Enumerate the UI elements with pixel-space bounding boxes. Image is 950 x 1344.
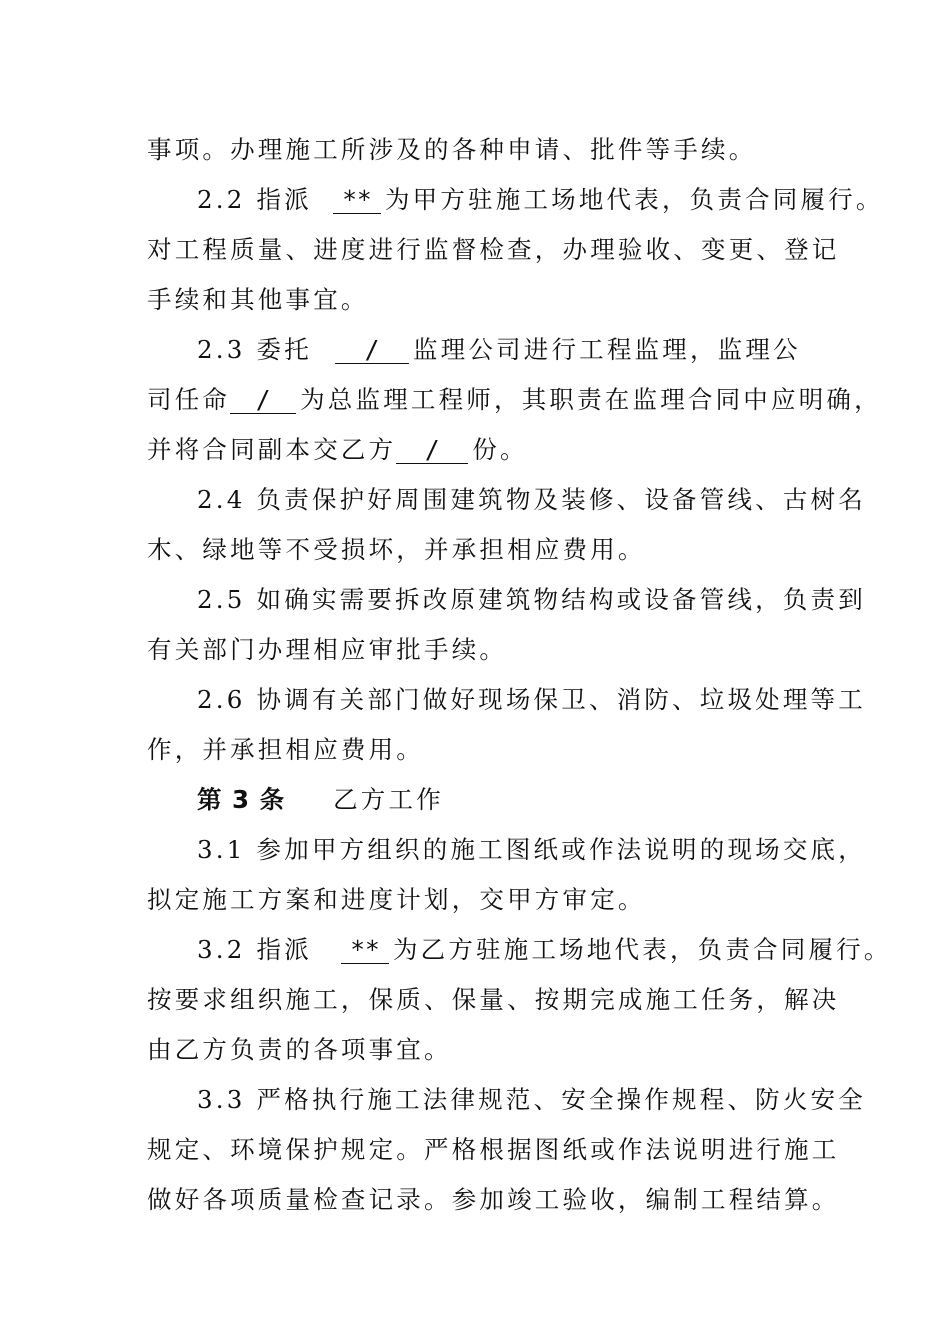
text-line: 由乙方负责的各项事宜。 [147,1035,452,1064]
clause-2-2-line [197,184,884,216]
clause-text: 为甲方驻施工场地代表，负责合同履行。 [384,185,884,214]
clause-label: 3.2 指派 [197,935,312,964]
text-line: 作，并承担相应费用。 [147,735,424,764]
text-line: 有关部门办理相应审批手续。 [147,635,508,664]
text-line: 木、绿地等不受损坏，并承担相应费用。 [147,535,646,564]
clause-text: 监理公司进行工程监理，监理公 [412,335,801,364]
clause-3-2-line [197,934,892,966]
text-line: 2.4 负责保护好周围建筑物及装修、设备管线、古树名 [197,485,866,514]
text-line [147,434,528,466]
text-line: 3.1 参加甲方组织的施工图纸或作法说明的现场交底， [197,835,866,864]
text-line: 2.5 如确实需要拆改原建筑物结构或设备管线，负责到 [197,585,866,614]
text-line: 事项。办理施工所涉及的各种申请、批件等手续。 [147,135,757,164]
clause-2-3-line [197,334,801,366]
supervision-company-blank: / [335,337,409,364]
text-line: 手续和其他事宜。 [147,285,369,314]
representative-blank: ** [341,937,389,964]
section-heading [197,784,444,816]
text-segment: 司任命 [147,385,231,414]
text-segment: 为总监理工程师，其职责在监理合同中应明确， [300,385,882,414]
text-segment: 并将合同副本交乙方 [147,435,397,464]
text-line: 拟定施工方案和进度计划，交甲方审定。 [147,885,646,914]
clause-label: 2.3 委托 [197,335,312,364]
chief-engineer-blank: / [230,387,296,414]
text-line: 按要求组织施工，保质、保量、按期完成施工任务，解决 [147,985,840,1014]
text-line: 对工程质量、进度进行监督检查，办理验收、变更、登记 [147,235,840,264]
clause-label: 2.2 指派 [197,185,312,214]
text-line: 做好各项质量检查记录。参加竣工验收，编制工程结算。 [147,1185,840,1214]
copies-blank: / [396,437,468,464]
text-line: 3.3 严格执行施工法律规范、安全操作规程、防火安全 [197,1085,866,1114]
section-title: 乙方工作 [333,785,444,814]
representative-blank: ** [333,187,381,214]
clause-text: 为乙方驻施工场地代表，负责合同履行。 [392,935,892,964]
section-number: 第 3 条 [197,785,286,814]
text-segment: 份。 [472,435,528,464]
text-line: 2.6 协调有关部门做好现场保卫、消防、垃圾处理等工 [197,685,866,714]
text-line [147,384,882,416]
text-line: 规定、环境保护规定。严格根据图纸或作法说明进行施工 [147,1135,840,1164]
